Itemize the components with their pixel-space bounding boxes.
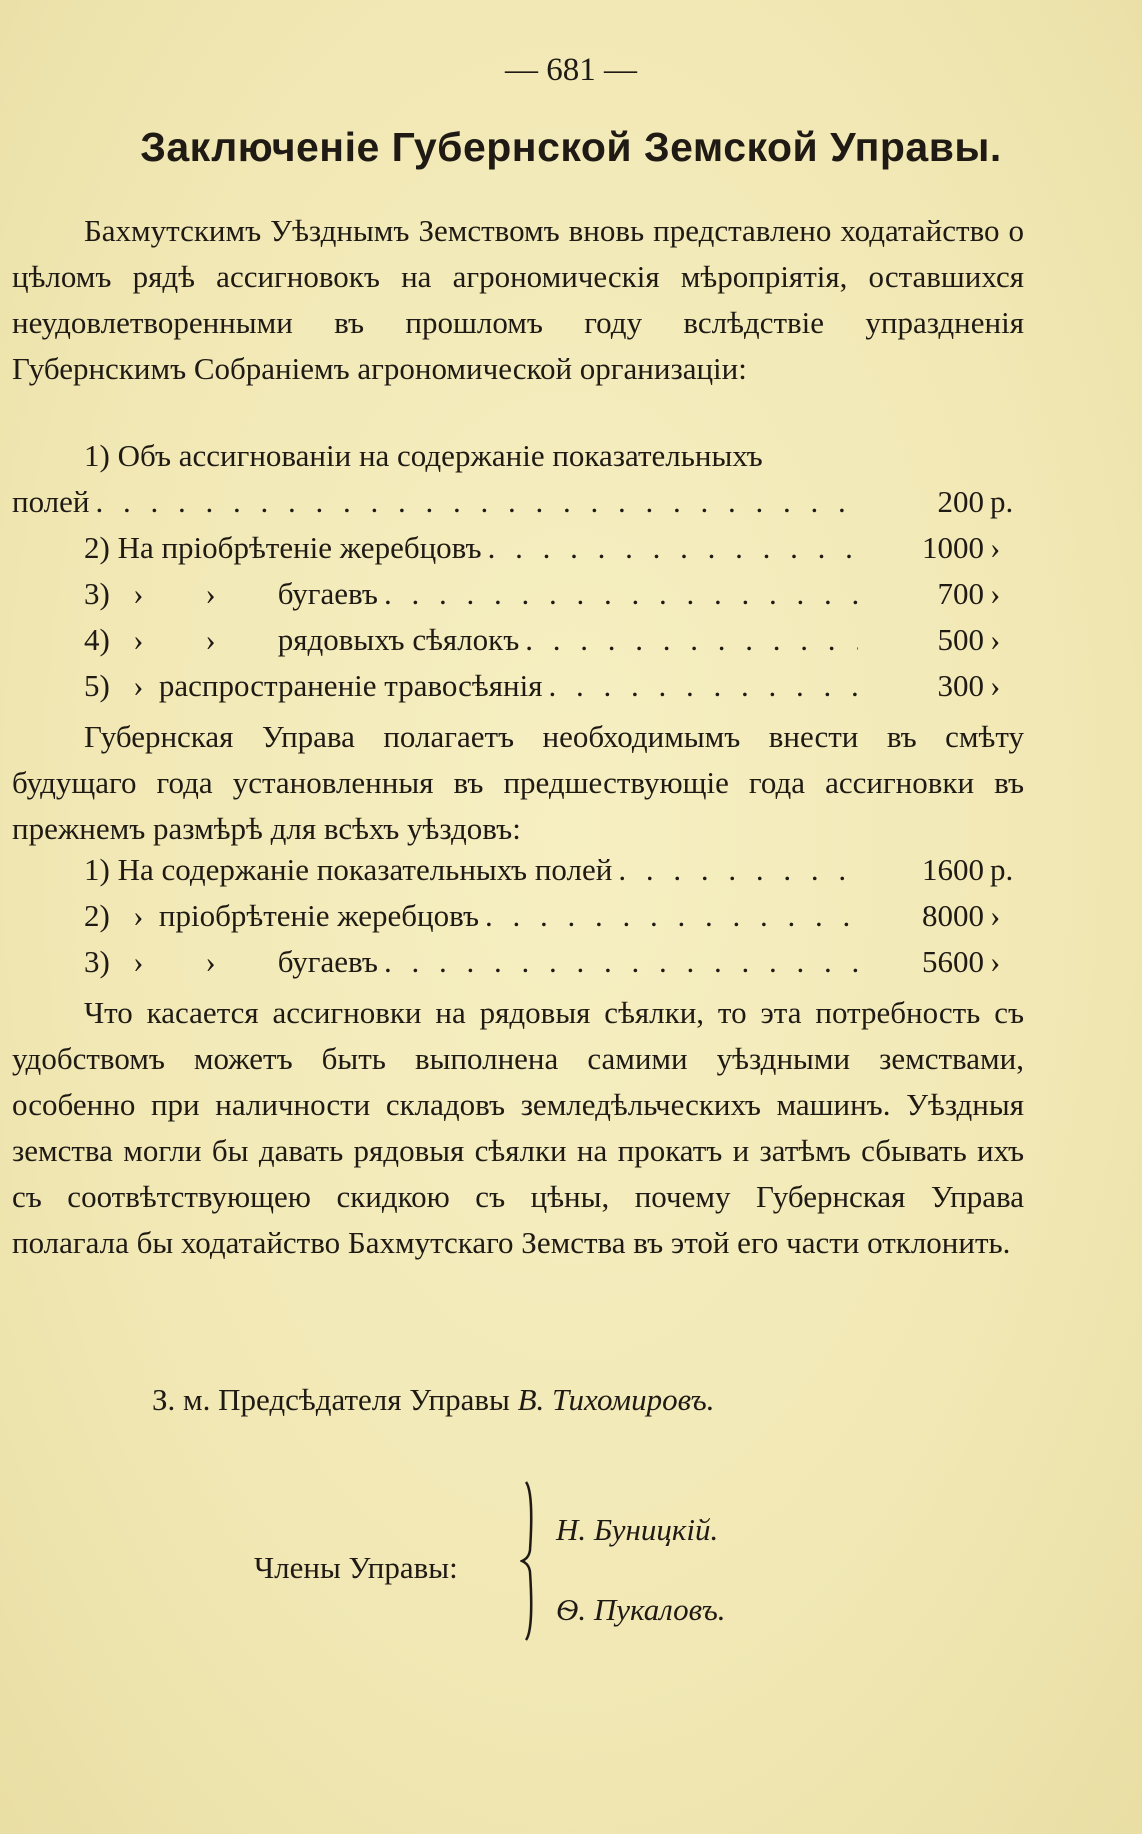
list-item [12,944,1024,990]
item-unit: › [990,668,1001,703]
item-amount: 200 [937,484,984,519]
leader-dots [525,622,858,658]
item-unit: › [990,530,1001,565]
signature-role: З. м. Предсѣдателя Управы [152,1382,510,1417]
intro-paragraph: Бахмутскимъ Уѣзднымъ Земствомъ вновь представлено ходатайство о цѣломъ рядѣ ассигновокъ на агрономическiя мѣропрiятiя, оставшихся неудовлетворенными въ прошломъ году вслѣдствiе упраздненiя Губернскимъ Собранiемъ агрономической организацiи: [12,213,1024,386]
decision-section [12,714,1024,852]
item-unit: р. [990,484,1014,519]
leader-dots [548,668,858,704]
item-label: 2) › прiобрѣтенiе жеребцовъ [84,898,480,933]
decision-paragraph: Губернская Управа полагаетъ необходимымъ внести въ смѣту будущаго года установленныя въ предшествующiе года ассигновки въ прежнемъ размѣрѣ для всѣхъ уѣздовъ: [12,719,1024,846]
item-amount: 5600 [922,944,984,979]
list-item [12,622,1024,668]
requested-list [12,438,1024,714]
leader-dots [384,944,858,980]
item-unit: р. [990,852,1014,887]
item-label: 3) › › бугаевъ [84,944,378,979]
item-label: полей [12,484,90,519]
leader-dots [96,484,859,520]
item-label-line1: 1) Объ ассигнованiи на содержанiе показательныхъ [84,438,763,473]
list-item [12,438,1024,484]
item-amount: 500 [937,622,984,657]
leader-dots [488,530,858,566]
conclusion-paragraph: Что касается ассигновки на рядовыя сѣялки, то эта потребность съ удобствомъ можетъ быть выполнена самими уѣздными земствами, особенно при наличности складовъ земледѣльческихъ машинъ. Уѣздныя земства могли бы давать рядовыя сѣялки на прокатъ и затѣмъ сбывать ихъ съ соотвѣтствующею скидкою съ цѣны, почему Губернская Управа полагала бы ходатайство Бахмутскаго Земства въ этой его части отклонить. [12,995,1024,1260]
page-number: — 681 — [505,52,637,88]
item-amount: 8000 [922,898,984,933]
list-item [12,898,1024,944]
item-unit: › [990,622,1001,657]
item-label: 2) На прiобрѣтенiе жеребцовъ [84,530,482,565]
brace-icon [520,1480,540,1642]
conclusion-section [12,990,1024,1266]
intro-section [12,208,1024,392]
member-name: Ѳ. Пукаловъ. [556,1592,726,1627]
item-label: 1) На содержанiе показательныхъ полей [84,852,613,887]
item-amount: 700 [937,576,984,611]
item-amount: 1600 [922,852,984,887]
item-label: 5) › распространенiе травосѣянiя [84,668,543,703]
list-item [12,484,1024,530]
member-name: Н. Буницкiй. [556,1512,719,1547]
leader-dots [618,852,858,888]
item-amount: 300 [937,668,984,703]
leader-dots [485,898,858,934]
chairman-signature [152,1382,714,1418]
members-label: Члены Управы: [254,1550,458,1585]
list-item [12,852,1024,898]
list-item [12,576,1024,622]
page-title: Заключенiе Губернской Земской Управы. [140,124,1002,170]
item-unit: › [990,944,1001,979]
item-unit: › [990,898,1001,933]
approved-list [12,852,1024,990]
item-label: 3) › › бугаевъ [84,576,378,611]
leader-dots [384,576,858,612]
signature-name: В. Тихомировъ. [517,1382,715,1417]
item-amount: 1000 [922,530,984,565]
list-item [12,530,1024,576]
item-unit: › [990,576,1001,611]
item-label: 4) › › рядовыхъ сѣялокъ [84,622,520,657]
list-item [12,668,1024,714]
